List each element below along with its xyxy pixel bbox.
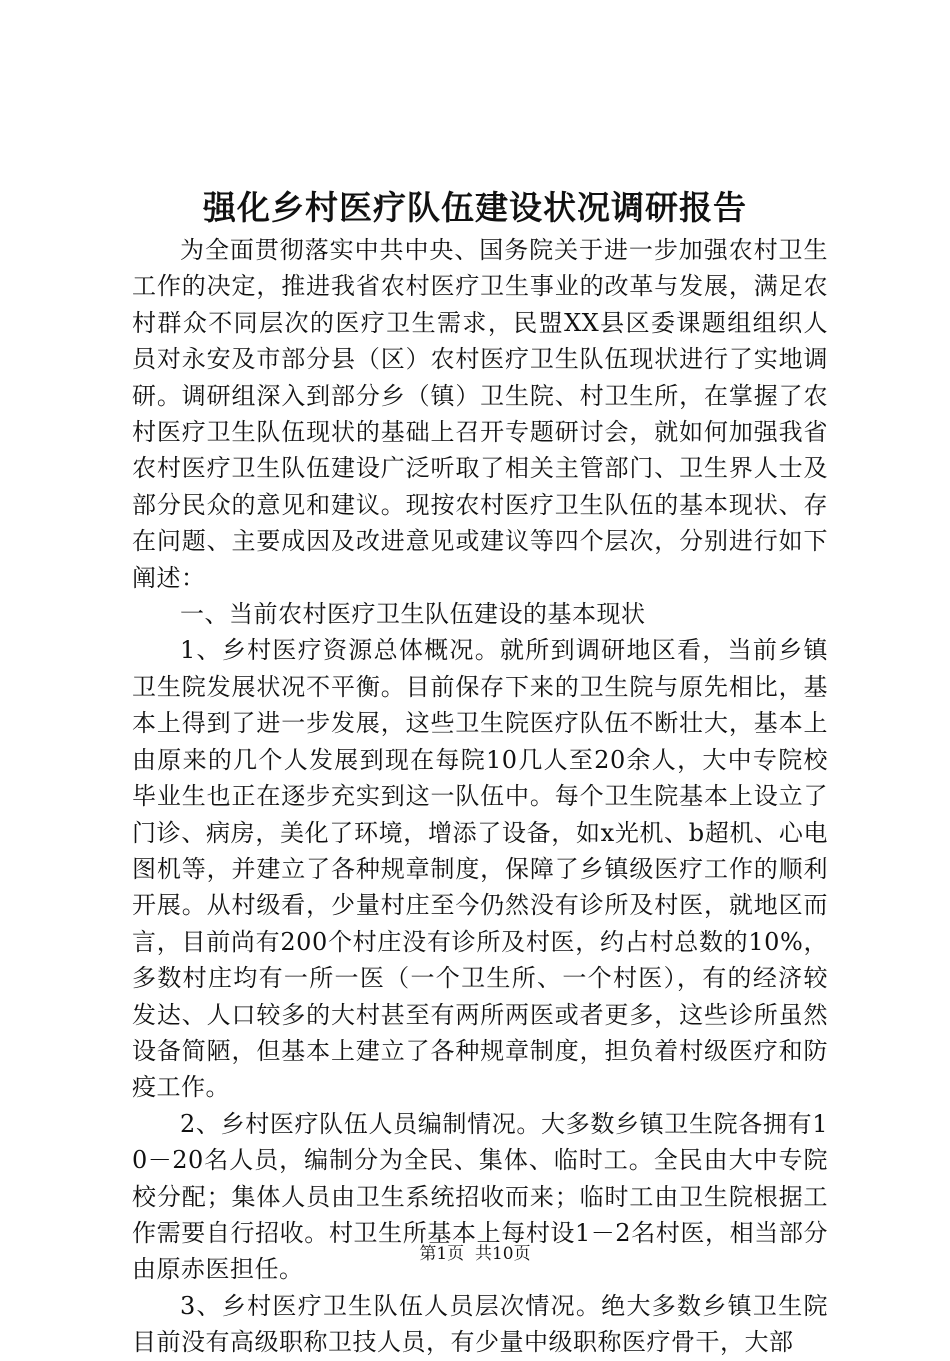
paragraph-resources: 1、乡村医疗资源总体概况。就所到调研地区看，当前乡镇卫生院发展状况不平衡。目前保存下来的卫生院与原先相比，基本上得到了进一步发展，这些卫生院医疗队伍不断壮大，基本上由原来的几个人发展到现在每院10几人至20余人，大中专院校毕业生也正在逐步充实到这一队伍中。每个卫生院基本上设立了门诊、病房，美化了环境，增添了设备，如x光机、b超机、心电图机等，并建立了各种规章制度，保障了乡镇级医疗工作的顺利开展。从村级看，少量村庄至今仍然没有诊所及村医，就地区而言，目前尚有200个村庄没有诊所及村医，约占村总数的10%，多数村庄均有一所一医（一个卫生所、一个村医），有的经济较发达、人口较多的大村甚至有两所两医或者更多，这些诊所虽然设备简陋，但基本上建立了各种规章制度，担负着村级医疗和防疫工作。	[132, 636, 828, 1102]
paragraph-staffing: 2、乡村医疗队伍人员编制情况。大多数乡镇卫生院各拥有10－20名人员，编制分为全民、集体、临时工。全民由大中专院校分配；集体人员由卫生系统招收而来；临时工由卫生院根据工作需要自行招收。村卫生所基本上每村设1－2名村医，相当部分由原赤医担任。	[132, 1109, 828, 1284]
paragraph-levels: 3、乡村医疗卫生队伍人员层次情况。绝大多数乡镇卫生院目前没有高级职称卫技人员，有少量中级职称医疗骨干，大部	[132, 1291, 828, 1357]
document-body	[132, 232, 828, 1361]
section-heading-1: 一、当前农村医疗卫生队伍建设的基本现状	[180, 600, 646, 629]
document-title: 强化乡村医疗队伍建设状况调研报告	[203, 188, 747, 227]
paragraph-intro: 为全面贯彻落实中共中央、国务院关于进一步加强农村卫生工作的决定，推进我省农村医疗卫生事业的改革与发展，满足农村群众不同层次的医疗卫生需求，民盟XX县区委课题组组织人员对永安及市部分县（区）农村医疗卫生队伍现状进行了实地调研。调研组深入到部分乡（镇）卫生院、村卫生所，在掌握了农村医疗卫生队伍现状的基础上召开专题研讨会，就如何加强我省农村医疗卫生队伍建设广泛听取了相关主管部门、卫生界人士及部分民众的意见和建议。现按农村医疗卫生队伍的基本现状、存在问题、主要成因及改进意见或建议等四个层次，分别进行如下阐述：	[132, 236, 828, 592]
page-footer	[0, 1242, 950, 1266]
page-number: 第1页 共10页	[419, 1244, 531, 1264]
